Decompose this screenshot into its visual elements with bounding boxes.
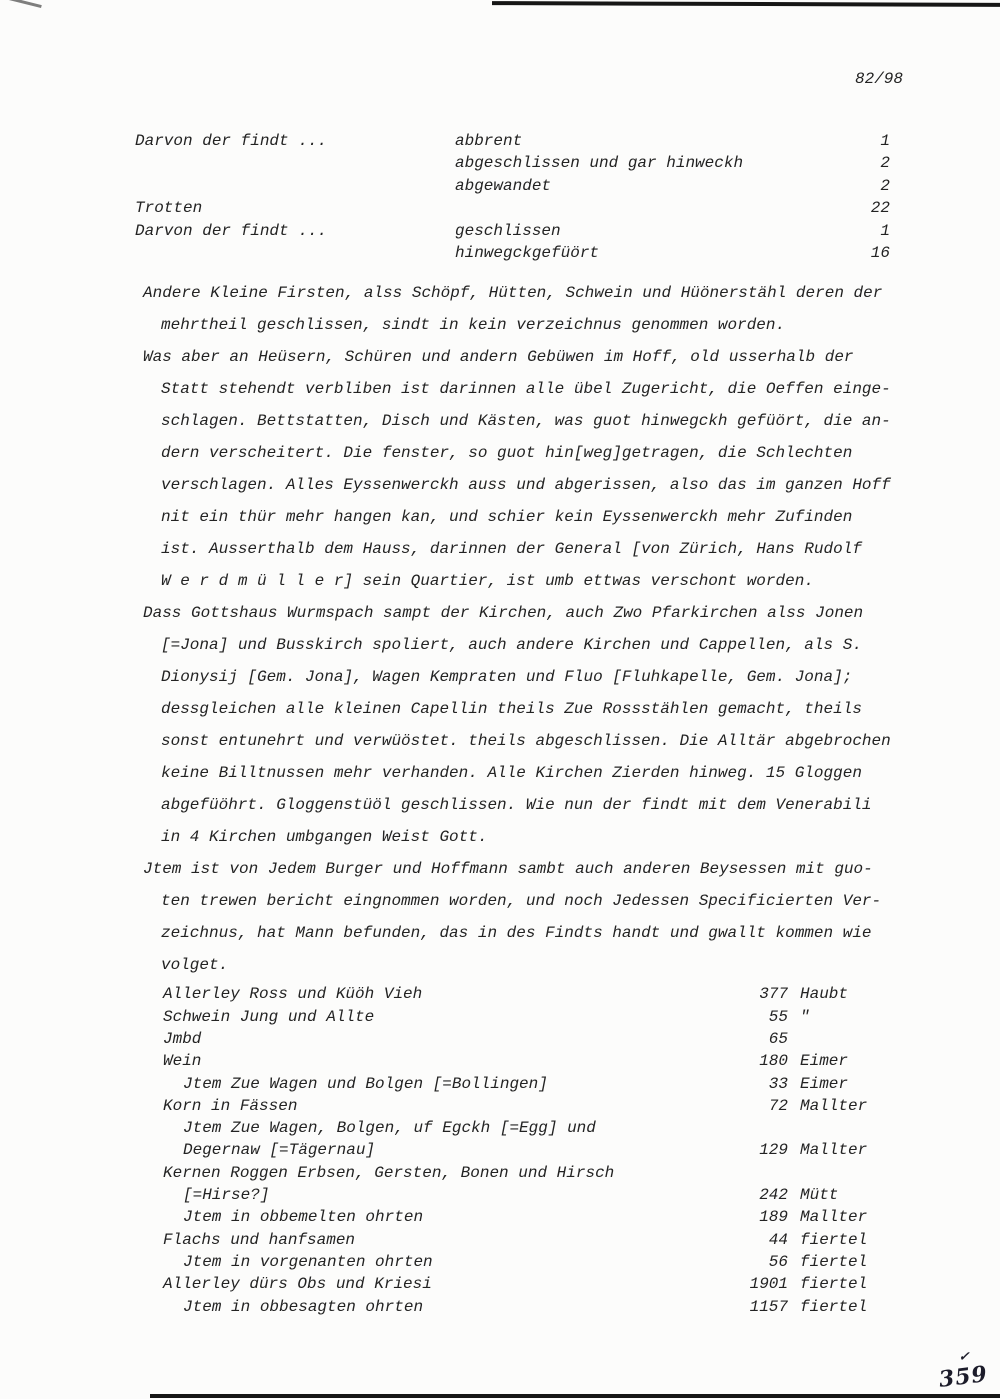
paragraph-line: ist. Ausserthalb dem Hauss, darinnen der General [von Zürich, Hans Rudolf xyxy=(161,540,862,559)
handwritten-tick-mark: ✓ xyxy=(958,1349,970,1365)
table-cell-count: 1 xyxy=(880,221,890,240)
inventory-item-label: Allerley Ross und Küöh Vieh xyxy=(163,985,423,1004)
inventory-unit: Eimer xyxy=(800,1074,849,1093)
paragraph-line: zeichnus, hat Mann befunden, das in des Findts handt und gwallt kommen wie xyxy=(161,924,872,943)
table-cell-item: abgeschlissen und gar hinweckh xyxy=(455,154,744,173)
inventory-row xyxy=(135,983,945,1005)
inventory-unit: fiertel xyxy=(800,1275,868,1294)
inventory-unit: fiertel xyxy=(800,1297,868,1316)
inventory-row xyxy=(135,1273,945,1295)
inventory-row xyxy=(135,1028,945,1050)
inventory-item-label: Jtem in vorgenanten ohrten xyxy=(183,1252,433,1271)
page-content xyxy=(135,130,945,1318)
paragraph-line: dern verscheitert. Die fenster, so guot hin[weg]getragen, die Schlechten xyxy=(161,444,853,463)
body-paragraphs xyxy=(135,277,945,981)
inventory-item-label: Jtem Zue Wagen und Bolgen [=Bollingen] xyxy=(183,1074,548,1093)
scan-artifact-top-edge xyxy=(492,1,1000,7)
paragraph-line: [=Jona] und Busskirch spoliert, auch andere Kirchen und Cappellen, als S. xyxy=(161,636,862,655)
inventory-unit: " xyxy=(800,1007,810,1026)
inventory-row xyxy=(135,1251,945,1273)
paragraph-line: W e r d m ü l l e r] sein Quartier, ist umb ettwas verschont worden. xyxy=(161,572,814,591)
inventory-quantity: 55 xyxy=(768,1007,788,1026)
paragraph-line: in 4 Kirchen umbgangen Weist Gott. xyxy=(161,828,488,847)
inventory-list xyxy=(135,983,945,1317)
paragraph-line: abgefüöhrt. Gloggenstüöl geschlissen. Wie nun der findt mit dem Venerabili xyxy=(161,796,872,815)
inventory-quantity: 65 xyxy=(768,1029,788,1048)
inventory-quantity: 180 xyxy=(759,1052,788,1071)
inventory-quantity: 189 xyxy=(759,1208,788,1227)
table-cell-item: hinwegckgefüört xyxy=(455,243,600,262)
inventory-row xyxy=(135,1095,945,1117)
inventory-item-label: Jtem in obbesagten ohrten xyxy=(183,1297,424,1316)
inventory-quantity: 33 xyxy=(768,1074,788,1093)
table-cell-count: 1 xyxy=(880,132,890,150)
inventory-item-label: Flachs und hanfsamen xyxy=(163,1230,356,1249)
paragraph-line: nit ein thür mehr hangen kan, und schier kein Eyssenwerckh mehr Zufinden xyxy=(161,508,853,527)
inventory-unit: Mallter xyxy=(800,1096,868,1115)
inventory-quantity: 242 xyxy=(759,1186,788,1205)
paragraph-line: verschlagen. Alles Eyssenwerckh auss und abgerissen, also das im ganzen Hoff xyxy=(161,476,891,495)
table-cell-count: 2 xyxy=(880,154,890,173)
table-cell-item: geschlissen xyxy=(455,221,561,240)
scan-artifact-top-left xyxy=(0,0,41,8)
inventory-row xyxy=(135,1184,945,1206)
inventory-row xyxy=(135,1229,945,1251)
paragraph xyxy=(135,853,945,981)
inventory-quantity: 1157 xyxy=(749,1297,788,1316)
inventory-unit: Eimer xyxy=(800,1052,849,1071)
paragraph-line: dessgleichen alle kleinen Capellin theils Zue Rossstählen gemacht, theils xyxy=(161,700,862,719)
paragraph xyxy=(135,277,945,341)
table-row xyxy=(135,175,945,197)
paragraph-line: ten trewen bericht eingnommen worden, und noch Jedessen Specificierten Ver- xyxy=(161,892,882,911)
handwritten-folio xyxy=(936,1349,989,1391)
inventory-row xyxy=(135,1139,945,1161)
inventory-item-label: Jtem Zue Wagen, Bolgen, uf Egckh [=Egg] und xyxy=(183,1119,596,1138)
paragraph-line: Was aber an Heüsern, Schüren und andern Gebüwen im Hoff, old usserhalb der xyxy=(143,348,854,367)
paragraph-line: Andere Kleine Firsten, alss Schöpf, Hütten, Schwein und Hüönerstähl deren der xyxy=(143,284,883,303)
table-cell-place: Darvon der findt ... xyxy=(135,221,328,240)
inventory-item-label: Wein xyxy=(163,1052,202,1071)
scan-artifact-bottom-edge xyxy=(150,1394,1000,1398)
inventory-unit: Mallter xyxy=(800,1141,868,1160)
page-number: 82/98 xyxy=(854,70,903,88)
paragraph-line: volget. xyxy=(161,956,229,975)
inventory-unit: fiertel xyxy=(800,1252,868,1271)
table-cell-place: Darvon der findt ... xyxy=(135,132,328,150)
paragraph-line: sonst entunehrt und verwüöstet. theils abgeschlissen. Die Alltär abgebrochen xyxy=(161,732,891,751)
paragraph-line: mehrtheil geschlissen, sindt in kein verzeichnus genommen worden. xyxy=(161,316,786,335)
table-row xyxy=(135,220,945,242)
inventory-quantity: 129 xyxy=(759,1141,788,1160)
inventory-quantity: 56 xyxy=(768,1252,788,1271)
damage-table xyxy=(135,130,945,264)
table-cell-item: abbrent xyxy=(455,132,523,150)
paragraph-line: schlagen. Bettstatten, Disch und Kästen, was guot hinwegckh gefüört, die an- xyxy=(161,412,891,431)
table-cell-count: 16 xyxy=(870,243,890,262)
inventory-item-label: Degernaw [=Tägernau] xyxy=(183,1141,376,1160)
paragraph xyxy=(135,597,945,853)
inventory-row xyxy=(135,1050,945,1072)
inventory-quantity: 1901 xyxy=(749,1275,788,1294)
inventory-quantity: 72 xyxy=(768,1096,788,1115)
inventory-row xyxy=(135,1296,945,1318)
inventory-item-label: [=Hirse?] xyxy=(183,1186,270,1205)
inventory-item-label: Allerley dürs Obs und Kriesi xyxy=(163,1275,432,1294)
table-cell-count: 2 xyxy=(880,176,890,195)
inventory-unit: Mallter xyxy=(800,1208,868,1227)
table-row xyxy=(135,197,945,219)
inventory-item-label: Schwein Jung und Allte xyxy=(163,1007,375,1026)
inventory-row xyxy=(135,1162,945,1184)
inventory-quantity: 44 xyxy=(768,1230,788,1249)
inventory-row xyxy=(135,1073,945,1095)
paragraph-line: Dionysij [Gem. Jona], Wagen Kempraten und Fluo [Fluhkapelle, Gem. Jona]; xyxy=(161,668,853,687)
inventory-item-label: Jmbd xyxy=(163,1029,202,1048)
inventory-unit: fiertel xyxy=(800,1230,868,1249)
handwritten-number: 359 xyxy=(937,1361,990,1393)
paragraph-line: Jtem ist von Jedem Burger und Hoffmann sambt auch anderen Beysessen mit guo- xyxy=(143,860,873,879)
inventory-row xyxy=(135,1006,945,1028)
paragraph-line: Dass Gottshaus Wurmspach sampt der Kirchen, auch Zwo Pfarkirchen alss Jonen xyxy=(143,604,864,623)
table-cell-place: Trotten xyxy=(135,199,203,218)
table-row xyxy=(135,242,945,264)
inventory-unit: Haubt xyxy=(800,985,849,1004)
inventory-row xyxy=(135,1206,945,1228)
table-row xyxy=(135,152,945,174)
table-cell-item: abgewandet xyxy=(455,176,552,195)
table-cell-count: 22 xyxy=(870,199,890,218)
paragraph-line: keine Billtnussen mehr verhanden. Alle Kirchen Zierden hinweg. 15 Gloggen xyxy=(161,764,862,783)
table-row xyxy=(135,130,945,152)
inventory-item-label: Kernen Roggen Erbsen, Gersten, Bonen und Hirsch xyxy=(163,1163,615,1182)
inventory-item-label: Jtem in obbemelten ohrten xyxy=(183,1208,424,1227)
inventory-row xyxy=(135,1117,945,1139)
paragraph-line: Statt stehendt verbliben ist darinnen alle übel Zugericht, die Oeffen einge- xyxy=(161,380,891,399)
inventory-unit: Mütt xyxy=(800,1186,839,1205)
inventory-item-label: Korn in Fässen xyxy=(163,1096,298,1115)
inventory-quantity: 377 xyxy=(759,985,788,1004)
paragraph xyxy=(135,341,945,597)
